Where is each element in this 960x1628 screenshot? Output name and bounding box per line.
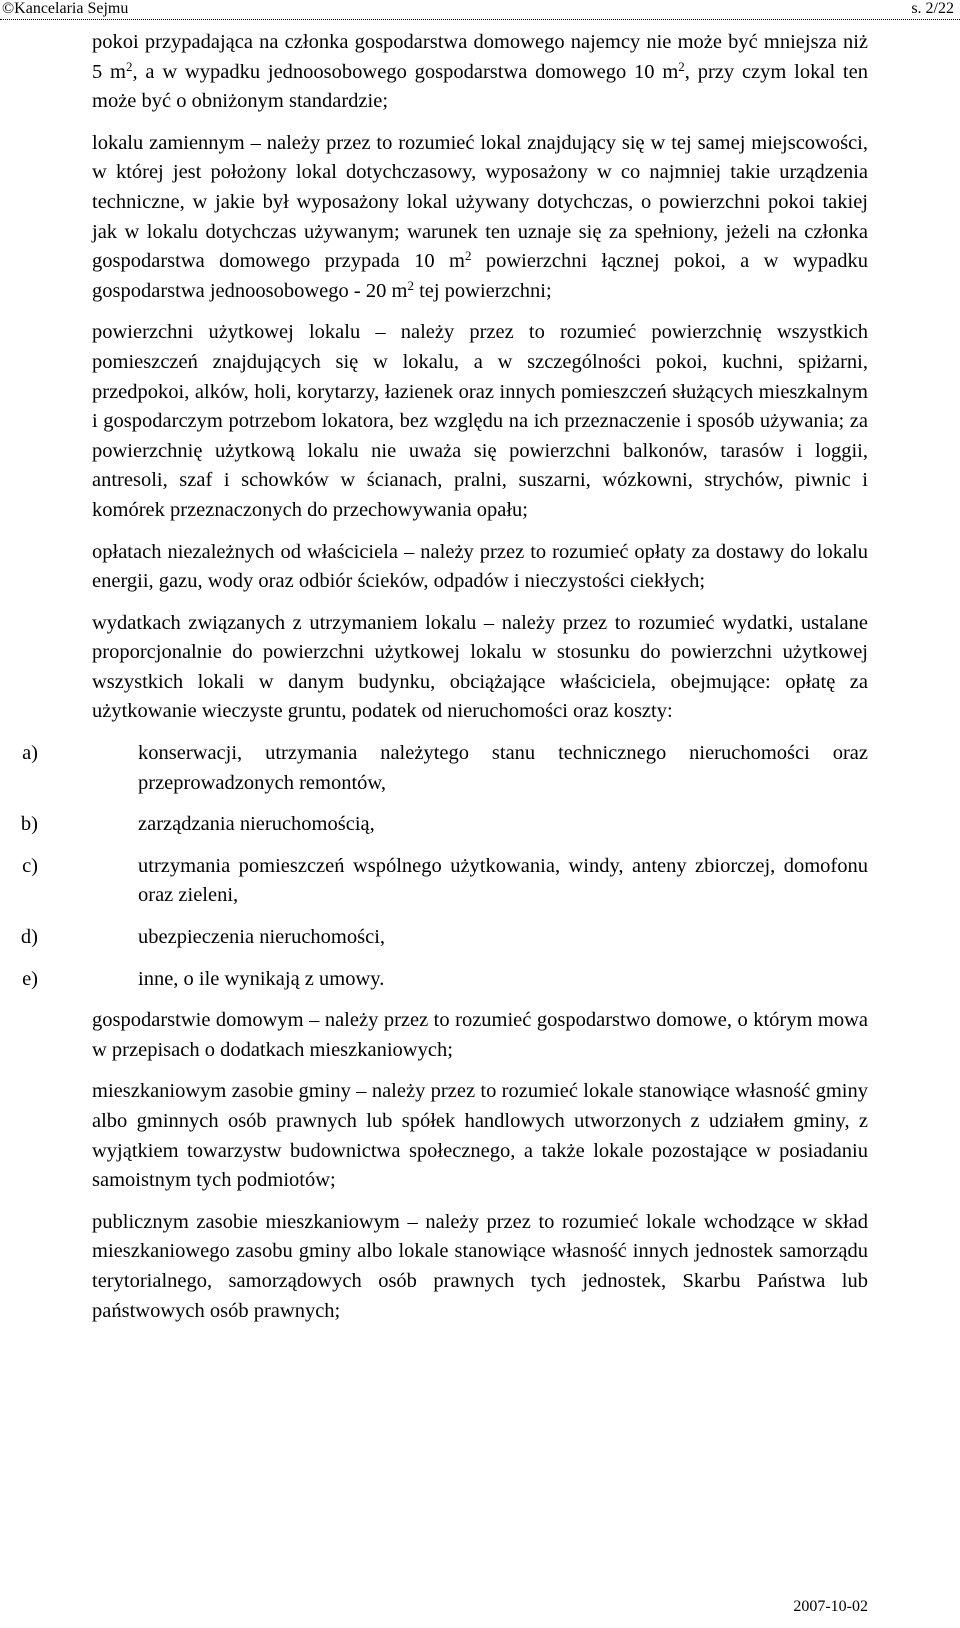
text-run: lokalu zamiennym – należy przez to rozumieć lokal znajdujący się w tej samej miejscowości, w której jest położony lokal dotychczasowy, wyposażony w co najmniej takie urządzenia techniczne, w jakie był wyposażony lokal używany dotychczas, o powierzchni pokoi takiej jak w lokalu dotychczas używanym; warunek ten uznaje się za spełniony, jeżeli na członka gospodarstwa domowego przypada 10 m (92, 131, 868, 273)
item-text (92, 612, 868, 723)
header-page-number: s. 2/22 (911, 0, 954, 17)
text-run: pokoi przypadająca na członka gospodarstwa domowego najemcy nie może być mniejsza niż 5 m (92, 31, 868, 83)
sub-item-text: zarządzania nieruchomością, (138, 813, 375, 836)
definition-item (0, 538, 868, 597)
item-text (92, 31, 868, 112)
sub-item-letter: d) (20, 926, 38, 949)
sub-item (0, 810, 868, 840)
text-run: wydatkach związanych z utrzymaniem lokalu – należy przez to rozumieć wydatki, ustalane proporcjonalnie do powierzchni użytkowej lokalu w stosunku do powierzchni użytkowej wszystkich lokali w danym budynku, obciążające właściciela, obejmujące: opłatę za użytkowanie wieczyste gruntu, podatek od nieruchomości oraz koszty: (92, 611, 868, 723)
sub-item (0, 923, 868, 953)
definition-item (0, 129, 868, 307)
sub-item-text: inne, o ile wynikają z umowy. (138, 967, 385, 990)
item-text (92, 321, 868, 521)
document-body (0, 28, 960, 1326)
sub-item-letter: a) (22, 742, 38, 765)
sub-item-letter: e) (22, 967, 38, 990)
sub-item (0, 739, 868, 798)
definition-item (0, 609, 868, 727)
footer-date: 2007-10-02 (793, 1598, 868, 1615)
superscript: 2 (407, 277, 414, 293)
sub-item (0, 965, 868, 995)
superscript: 2 (464, 248, 472, 264)
definition-item (0, 1077, 868, 1195)
sub-item-letter: b) (20, 813, 38, 836)
superscript: 2 (678, 58, 685, 74)
text-run: , przy czym lokal ten może być o obniżonym standardzie; (92, 60, 868, 113)
text-run: gospodarstwie domowym – należy przez to rozumieć gospodarstwo domowe, o którym mowa w przepisach o dodatkach mieszkaniowych; (92, 1009, 868, 1061)
continuation-paragraph (0, 28, 868, 117)
definition-item (0, 318, 868, 525)
item-text (92, 1211, 868, 1322)
item-text (92, 132, 868, 302)
item-text (92, 1080, 868, 1191)
sub-item (0, 852, 868, 911)
item-text (92, 1009, 868, 1061)
text-run: publicznym zasobie mieszkaniowym – należy przez to rozumieć lokale wchodzące w skład mieszkaniowego zasobu gminy albo lokale stanowiące własność innych jednostek samorządu terytorialnego, samorządowych osób prawnych tych jednostek, Skarbu Państwa lub państwowych osób prawnych; (92, 1210, 868, 1322)
sub-item-text: konserwacji, utrzymania należytego stanu technicznego nieruchomości oraz przeprowadzonych remontów, (138, 742, 868, 794)
header-divider (0, 19, 960, 20)
text-run: powierzchni użytkowej lokalu – należy przez to rozumieć powierzchnię wszystkich pomieszczeń znajdujących się w lokalu, a w szczególności pokoi, kuchni, spiżarni, przedpokoi, alków, holi, korytarzy, łazienek oraz innych pomieszczeń służących mieszkalnym i gospodarczym potrzebom lokatora, bez względu na ich przeznaczenie i sposób używania; za powierzchnię użytkową lokalu nie uważa się powierzchni balkonów, tarasów i loggii, antresoli, szaf i schowków w ścianach, pralni, suszarni, wózkowni, strychów, piwnic i komórek przeznaczonych do przechowywania opału; (92, 321, 868, 521)
text-run: tej powierzchni; (413, 279, 552, 302)
sub-item-letter: c) (22, 854, 38, 877)
superscript: 2 (126, 58, 133, 74)
text-run: powierzchni łącznej pokoi, a w wypadku gospodarstwa jednoosobowego - 20 m (92, 250, 869, 302)
definition-item (0, 1208, 868, 1326)
text-run: , a w wypadku jednoosobowego gospodarstwa domowego 10 m (132, 60, 679, 83)
page-header (0, 0, 960, 20)
header-source: ©Kancelaria Sejmu (2, 0, 129, 17)
sub-item-text: utrzymania pomieszczeń wspólnego użytkowania, windy, anteny zbiorczej, domofonu oraz zieleni, (138, 854, 868, 907)
text-run: opłatach niezależnych od właściciela – należy przez to rozumieć opłaty za dostawy do lokalu energii, gazu, wody oraz odbiór ścieków, odpadów i nieczystości ciekłych; (92, 540, 868, 593)
definition-item (0, 1006, 868, 1065)
text-run: mieszkaniowym zasobie gminy – należy przez to rozumieć lokale stanowiące własność gminy albo gminnych osób prawnych lub spółek handlowych utworzonych z udziałem gminy, z wyjątkiem towarzystw budownictwa społecznego, a także lokale pozostające w posiadaniu samoistnym tych podmiotów; (92, 1080, 868, 1192)
item-text (92, 541, 868, 593)
sub-item-text: ubezpieczenia nieruchomości, (138, 926, 386, 949)
